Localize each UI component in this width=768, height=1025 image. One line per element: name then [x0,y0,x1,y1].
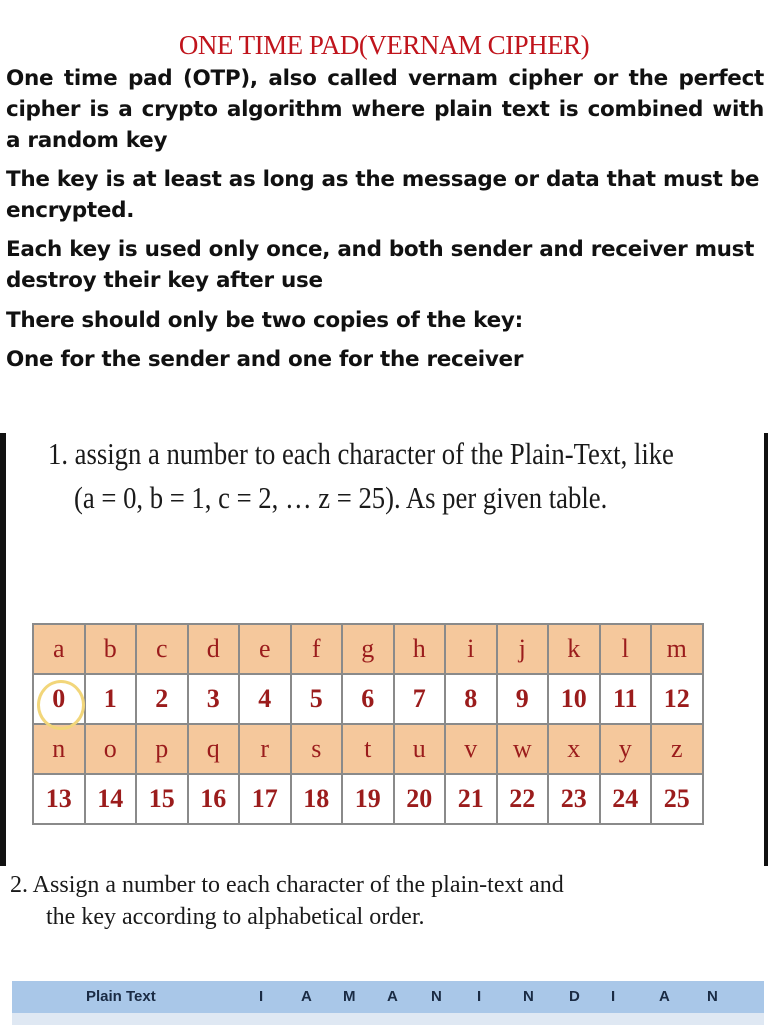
number-cell-12: 12 [651,674,703,724]
letter-cell-s: s [291,724,343,774]
table-row-strip [12,1013,764,1025]
plain-text-letter: N [523,988,534,1005]
number-cell-19: 19 [342,774,394,824]
plain-text-letter: I [259,988,264,1005]
letter-cell-n: n [33,724,85,774]
number-cell-11: 11 [600,674,652,724]
letter-cell-l: l [600,624,652,674]
letter-cell-a: a [33,624,85,674]
letter-cell-p: p [136,724,188,774]
table-row-letters-1 [33,624,703,674]
letter-cell-v: v [445,724,497,774]
number-cell-22: 22 [497,774,549,824]
number-cell-6: 6 [342,674,394,724]
letter-cell-d: d [188,624,240,674]
letter-cell-f: f [291,624,343,674]
step2-panel [0,866,768,1024]
number-cell-4: 4 [239,674,291,724]
number-cell-23: 23 [548,774,600,824]
letter-cell-j: j [497,624,549,674]
number-cell-13: 13 [33,774,85,824]
table-row-numbers-2 [33,774,703,824]
paragraph-key-once: Each key is used only once, and both sender and receiver must destroy their key after use [6,237,755,293]
plain-text-letter: D [569,988,580,1005]
table-row-letters-2 [33,724,703,774]
letter-cell-y: y [600,724,652,774]
number-cell-2: 2 [136,674,188,724]
letter-cell-o: o [85,724,137,774]
number-cell-18: 18 [291,774,343,824]
number-cell-1: 1 [85,674,137,724]
paragraph-otp-definition: One time pad (OTP), also called vernam cipher or the perfect cipher is a crypto algorithm where plain text is combined with a random key [6,66,764,153]
letter-cell-u: u [394,724,446,774]
table-row-numbers-1 [33,674,703,724]
letter-cell-m: m [651,624,703,674]
highlight-circle [37,680,85,730]
step2-line1: 2. Assign a number to each character of the plain-text and [10,872,564,898]
plain-text-letter: I [611,988,616,1005]
number-cell-17: 17 [239,774,291,824]
plain-text-letter: M [343,988,356,1005]
letter-cell-q: q [188,724,240,774]
number-cell-20: 20 [394,774,446,824]
plain-text-label: Plain Text [86,988,156,1005]
alphabet-table [32,623,704,825]
letter-cell-i: i [445,624,497,674]
number-cell-21: 21 [445,774,497,824]
letter-cell-t: t [342,724,394,774]
plain-text-row [12,981,764,1013]
plain-text-letter: A [387,988,398,1005]
plain-text-letter: A [301,988,312,1005]
letter-cell-e: e [239,624,291,674]
number-cell-3: 3 [188,674,240,724]
number-cell-0: 0 [33,674,85,724]
number-cell-16: 16 [188,774,240,824]
number-cell-7: 7 [394,674,446,724]
paragraph-sender-receiver: One for the sender and one for the receiver [6,347,524,372]
letter-cell-r: r [239,724,291,774]
letter-cell-h: h [394,624,446,674]
step2-line2: the key according to alphabetical order. [46,904,425,930]
number-cell-14: 14 [85,774,137,824]
number-cell-10: 10 [548,674,600,724]
number-cell-9: 9 [497,674,549,724]
letter-cell-c: c [136,624,188,674]
paragraph-key-length: The key is at least as long as the message or data that must be encrypted. [6,167,760,223]
plain-text-letter: A [659,988,670,1005]
number-cell-25: 25 [651,774,703,824]
letter-cell-x: x [548,724,600,774]
letter-cell-w: w [497,724,549,774]
letter-cell-g: g [342,624,394,674]
plain-text-letter: I [477,988,482,1005]
letter-cell-b: b [85,624,137,674]
letter-cell-k: k [548,624,600,674]
number-cell-5: 5 [291,674,343,724]
plain-text-letter: N [431,988,442,1005]
page-title: ONE TIME PAD(VERNAM CIPHER) [178,30,590,60]
paragraph-two-copies: There should only be two copies of the key: [6,308,523,333]
letter-cell-z: z [651,724,703,774]
plain-text-letter: N [707,988,718,1005]
number-cell-8: 8 [445,674,497,724]
step1-line2: (a = 0, b = 1, c = 2, … z = 25). As per given table. [74,480,608,515]
number-cell-24: 24 [600,774,652,824]
step1-line1: 1. assign a number to each character of the Plain-Text, like [48,436,674,471]
number-cell-15: 15 [136,774,188,824]
